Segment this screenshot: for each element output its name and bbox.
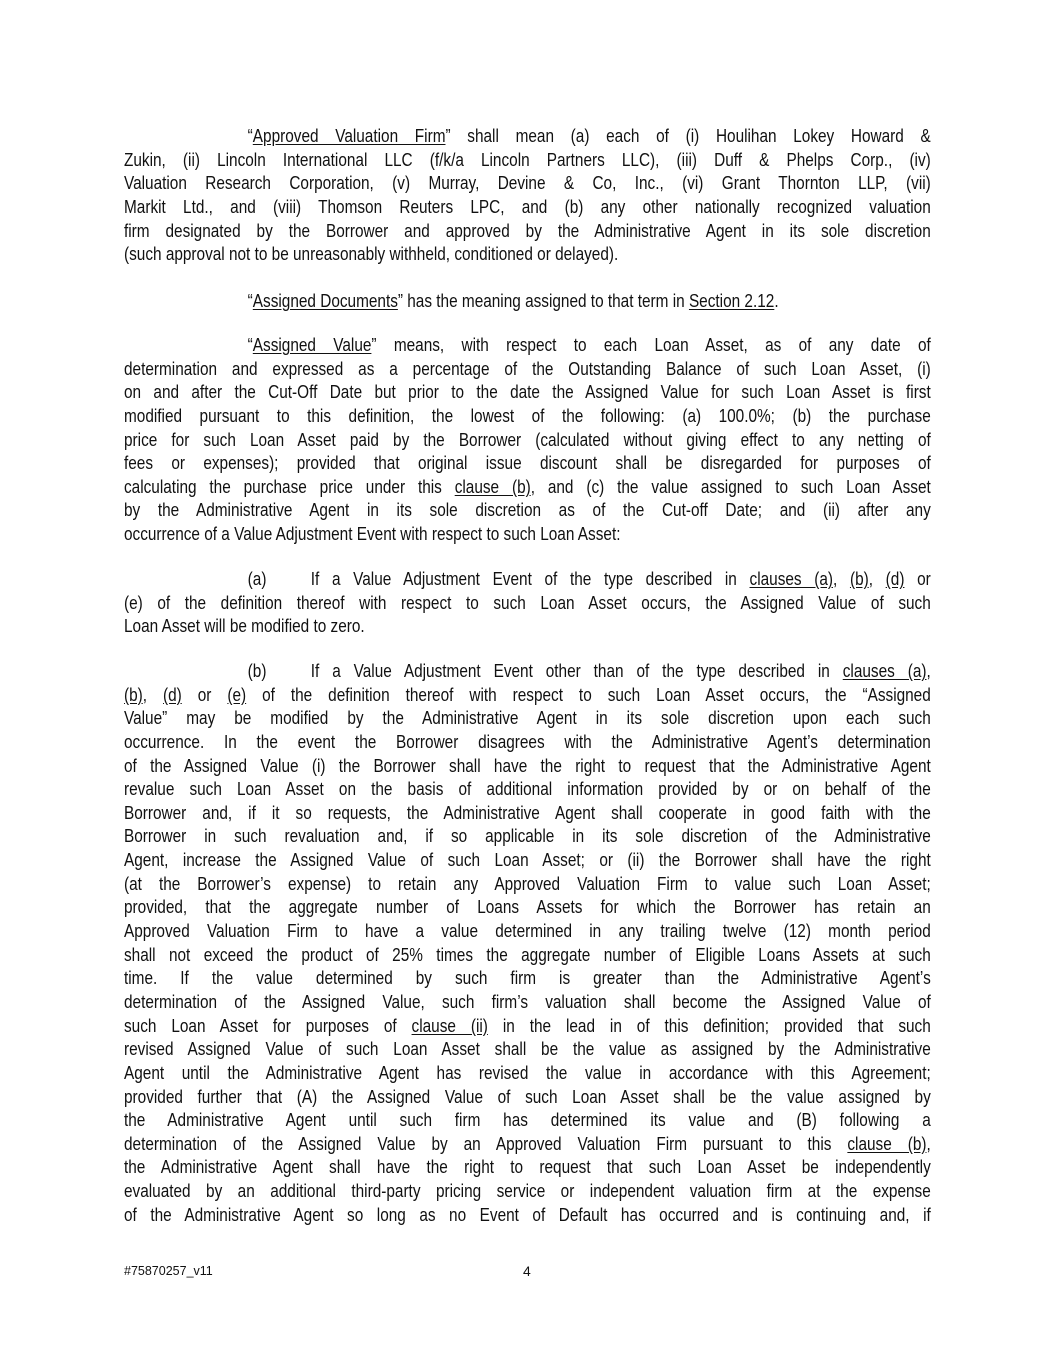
definition-assigned-documents <box>124 289 931 313</box>
text-segment: Agent until the Administrative Agent has revised the value in accordance with this Agreement; <box>124 1061 931 1083</box>
text-segment: firm designated by the Borrower and approved by the Administrative Agent in its sole discretion <box>124 219 931 241</box>
text-line <box>124 404 931 428</box>
text-segment: ” has the meaning assigned to that term in <box>397 290 689 311</box>
text-segment: . <box>774 290 779 311</box>
text-line <box>124 148 931 172</box>
text-line <box>124 990 931 1014</box>
text-line <box>124 872 931 896</box>
text-line <box>124 659 931 683</box>
defined-term-reference: (b) <box>124 683 143 705</box>
text-line <box>124 706 931 730</box>
text-segment: occurrence. In the event the Borrower disagrees with the Administrative Agent’s determination <box>124 730 931 752</box>
text-segment: determination of the Assigned Value by an Approved Valuation Firm pursuant to this <box>124 1132 848 1154</box>
text-line <box>124 895 931 919</box>
text-segment: , and (c) the value assigned to such Loan Asset <box>530 475 931 497</box>
text-segment: modified pursuant to this definition, the lowest of the following: (a) 100.0%; (b) the purchase <box>124 404 931 426</box>
defined-term-reference: (e) <box>227 683 247 705</box>
text-segment: or <box>181 683 228 705</box>
text-line <box>124 591 931 615</box>
defined-term-reference: (b) <box>849 568 869 589</box>
text-segment: (such approval not to be unreasonably withheld, conditioned or delayed). <box>124 243 619 265</box>
text-line <box>124 357 931 381</box>
defined-term-reference: (d) <box>885 568 905 589</box>
defined-term-reference: clauses (a) <box>842 660 927 681</box>
text-line <box>124 219 931 243</box>
text-segment: Borrower in such revaluation and, if so applicable in its sole discretion of the Administrative <box>124 825 931 847</box>
text-segment: of the definition thereof with respect to such Loan Asset occurs, the “Assigned <box>246 683 931 705</box>
text-segment: (at the Borrower’s expense) to retain any Approved Valuation Firm to value such Loan Asset; <box>124 872 931 894</box>
text-segment: provided further that (A) the Assigned Value of such Loan Asset shall be the value assigned by <box>124 1085 931 1107</box>
text-segment: If a Value Adjustment Event of the type described in <box>310 568 750 589</box>
clause-label: (a) <box>247 568 267 589</box>
text-line <box>124 1203 931 1227</box>
defined-term-reference: Section 2.12 <box>688 290 775 311</box>
text-line <box>124 289 931 313</box>
text-line <box>124 1155 931 1179</box>
text-segment: revalue such Loan Asset on the basis of additional information provided by or on behalf of the <box>124 778 931 800</box>
defined-term-reference: clause (b) <box>847 1132 927 1154</box>
defined-term-reference: (d) <box>163 683 182 705</box>
text-line <box>124 1108 931 1132</box>
text-line <box>124 171 931 195</box>
text-segment: Approved Valuation Firm to have a value determined in any trailing twelve (12) month period <box>124 920 931 942</box>
text-segment: “ <box>247 334 253 355</box>
text-segment: If a Value Adjustment Event other than of the type described in <box>310 660 843 681</box>
text-segment: Loan Asset will be modified to zero. <box>124 615 365 637</box>
text-segment: “ <box>247 125 253 146</box>
text-line <box>124 754 931 778</box>
text-segment: “ <box>247 290 253 311</box>
text-line <box>124 614 931 638</box>
text-segment: price for such Loan Asset paid by the Borrower (calculated without giving effect to any netting of <box>124 428 931 450</box>
defined-term-reference: clauses (a) <box>749 568 834 589</box>
clause-label: (b) <box>247 660 267 681</box>
text-segment: Agent, increase the Assigned Value of such Loan Asset; or (ii) the Borrower shall have the right <box>124 849 931 871</box>
text-line <box>124 777 931 801</box>
text-segment: Borrower and, if it so requests, the Administrative Agent shall cooperate in good faith with the <box>124 801 931 823</box>
defined-term-reference: clause (ii) <box>411 1014 488 1036</box>
text-line <box>124 1179 931 1203</box>
text-segment: , <box>868 568 886 589</box>
text-line <box>124 475 931 499</box>
text-segment: ” means, with respect to each Loan Asset, as of any date of <box>371 334 931 355</box>
text-segment: ” shall mean (a) each of (i) Houlihan Lokey Howard & <box>445 125 931 146</box>
document-id: #75870257_v11 <box>124 1264 213 1278</box>
text-segment: provided, that the aggregate number of Loans Assets for which the Borrower has retain an <box>124 896 931 918</box>
text-segment: , <box>142 683 164 705</box>
text-line <box>124 801 931 825</box>
clause-a <box>124 567 931 638</box>
definition-approved-valuation-firm <box>124 124 931 266</box>
text-segment: Markit Ltd., and (viii) Thomson Reuters LPC, and (b) any other nationally recognized valuation <box>124 195 931 217</box>
text-segment: of the Administrative Agent so long as no Event of Default has occurred and is continuing and, if <box>124 1203 931 1225</box>
text-line <box>124 943 931 967</box>
text-segment: of the Assigned Value (i) the Borrower shall have the right to request that the Administrative Agent <box>124 754 931 776</box>
text-line <box>124 380 931 404</box>
text-line <box>124 195 931 219</box>
text-segment: shall not exceed the product of 25% times the aggregate number of Eligible Loans Assets at such <box>124 943 931 965</box>
text-line <box>124 242 931 266</box>
text-line <box>124 683 931 707</box>
text-line <box>124 848 931 872</box>
text-segment: Zukin, (ii) Lincoln International LLC (f/k/a Lincoln Partners LLC), (iii) Duff & Phelps Corp., (iv) <box>124 148 931 170</box>
text-line <box>124 966 931 990</box>
text-segment: the Administrative Agent shall have the right to request that such Loan Asset be independently <box>124 1156 931 1178</box>
text-segment: time. If the value determined by such firm is greater than the Administrative Agent’s <box>124 967 931 989</box>
text-segment: determination of the Assigned Value, such firm’s valuation shall become the Assigned Value of <box>124 990 931 1012</box>
text-segment: revised Assigned Value of such Loan Asset shall be the value as assigned by the Administrative <box>124 1038 931 1060</box>
text-line <box>124 451 931 475</box>
text-line <box>124 498 931 522</box>
text-line <box>124 567 931 591</box>
text-line <box>124 1037 931 1061</box>
text-segment: occurrence of a Value Adjustment Event with respect to such Loan Asset: <box>124 523 621 545</box>
text-segment: (e) of the definition thereof with respect to such Loan Asset occurs, the Assigned Value of such <box>124 591 931 613</box>
text-line <box>124 730 931 754</box>
text-line <box>124 333 931 357</box>
text-line <box>124 1085 931 1109</box>
text-segment: or <box>904 568 931 589</box>
text-line <box>124 428 931 452</box>
text-segment: in the lead in of this definition; provided that such <box>487 1014 931 1036</box>
text-segment: , <box>926 1132 931 1154</box>
text-segment: evaluated by an additional third-party pricing service or independent valuation firm at the expense <box>124 1180 931 1202</box>
text-segment: the Administrative Agent until such firm has determined its value and (B) following a <box>124 1109 931 1131</box>
text-segment: , <box>833 568 850 589</box>
text-segment: on and after the Cut-Off Date but prior to the date the Assigned Value for such Loan Asset is first <box>124 381 931 403</box>
clause-b <box>124 659 931 1226</box>
text-line <box>124 1014 931 1038</box>
text-segment: fees or expenses); provided that original issue discount shall be disregarded for purposes of <box>124 452 931 474</box>
definition-assigned-value <box>124 333 931 546</box>
text-line <box>124 1132 931 1156</box>
text-segment: , <box>926 660 931 681</box>
text-segment: such Loan Asset for purposes of <box>124 1014 412 1036</box>
text-line <box>124 1061 931 1085</box>
text-line <box>124 124 931 148</box>
text-line <box>124 522 931 546</box>
text-segment: calculating the purchase price under this <box>124 475 455 497</box>
text-segment: determination and expressed as a percentage of the Outstanding Balance of such Loan Asset, (i) <box>124 357 931 379</box>
defined-term-reference: Approved Valuation Firm <box>252 125 446 146</box>
text-segment: by the Administrative Agent in its sole discretion as of the Cut-off Date; and (ii) after any <box>124 499 931 521</box>
defined-term-reference: Assigned Value <box>252 334 372 355</box>
text-line <box>124 824 931 848</box>
defined-term-reference: Assigned Documents <box>252 290 398 311</box>
defined-term-reference: clause (b) <box>454 475 531 497</box>
text-line <box>124 919 931 943</box>
text-segment: Valuation Research Corporation, (v) Murray, Devine & Co, Inc., (vi) Grant Thornton LLP, (vii) <box>124 172 931 194</box>
text-segment: Value” may be modified by the Administrative Agent in its sole discretion upon each such <box>124 707 931 729</box>
page-number: 4 <box>523 1263 531 1279</box>
